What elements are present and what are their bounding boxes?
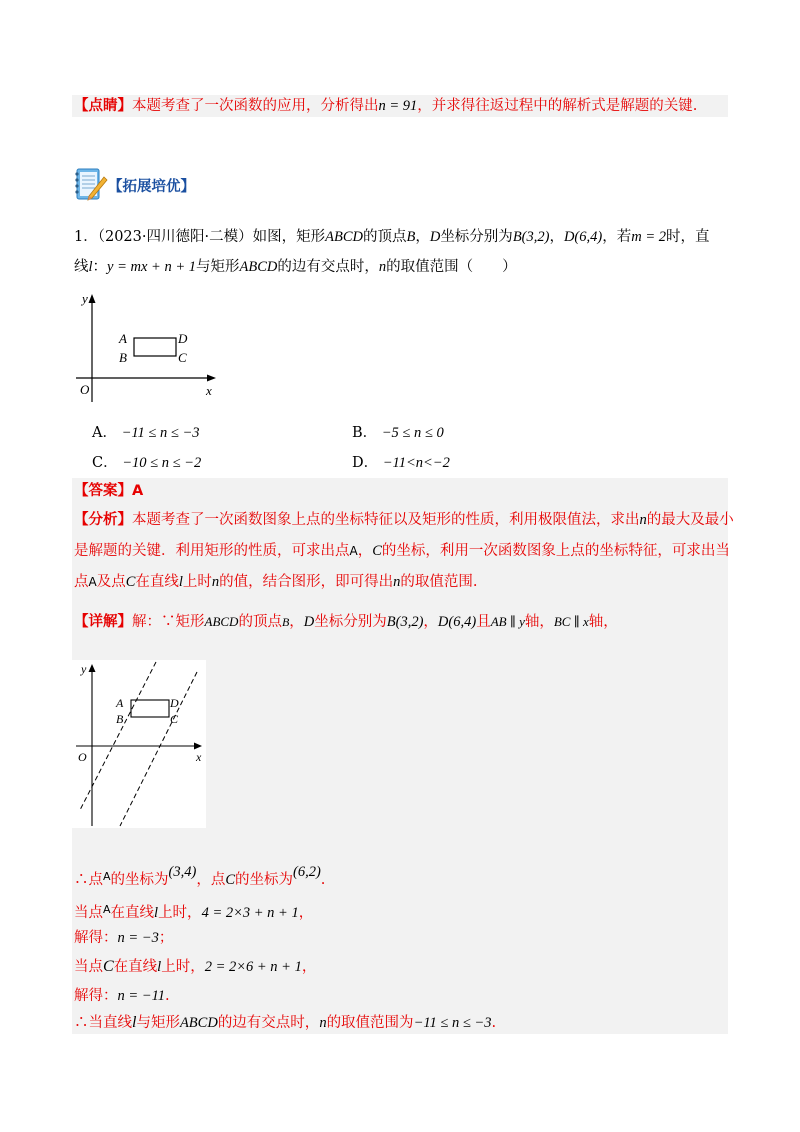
s-text: 的边有交点时， [217,1015,320,1031]
s-math: (3,4) [168,864,197,880]
q-text: ，若 [602,229,632,245]
a-math: n [393,574,401,590]
s-text: 当点 [74,959,103,975]
solution-step-6 [74,1013,496,1033]
point-c-label: C [178,350,187,365]
y-axis-label: y [81,662,87,676]
option-text: −10 ≤ n ≤ −2 [122,455,202,471]
q-math: m = 2 [631,229,666,245]
question-line-2 [74,257,517,277]
d-math: ABCD [204,614,239,629]
y-axis-label: y [82,291,88,306]
s-text: 的坐标为 [235,872,293,888]
s-text: ∴点 [74,872,103,888]
d-text: 轴， [588,614,618,630]
s-math: A [103,903,111,916]
a-math: A [88,575,97,589]
figure-solution-graph [72,660,206,828]
s-math: n [319,1015,327,1031]
q-math: D(6,4) [563,229,603,245]
solution-step-5 [74,986,170,1006]
s-text: ， [298,905,314,921]
point-a-label: A [116,696,124,710]
point-b-label: B [116,712,124,726]
analysis-line-2 [74,541,730,561]
origin-label: O [78,750,87,764]
point-a-label: A [119,331,127,346]
a-math: C [372,543,382,559]
a-text: 及点 [96,574,126,590]
q-text: 的边有交点时， [277,259,379,275]
s-math: C [103,958,114,975]
s-math: ABCD [179,1015,218,1031]
q-text: ： [92,259,108,275]
q-text: 的顶点 [362,229,407,245]
s-text: 在直线 [113,959,158,975]
analysis-line-3 [74,572,478,592]
s-math: l [157,959,162,975]
detail-line [74,612,618,632]
s-text: 解得： [74,988,118,1004]
a-text: ， [357,543,373,559]
s-text: ∴当直线 [74,1015,132,1031]
q-math: l [88,259,93,275]
s-math: A [103,870,111,883]
d-math: AB ∥ y [490,614,525,629]
q-math: B(3,2) [512,229,550,245]
d-text: 且 [476,614,491,630]
a-math: C [125,574,136,590]
d-text: ， [423,614,438,630]
q-text: 的取值范围（ ） [386,259,517,275]
d-math: B(3,2) [386,614,424,630]
q-math: B [406,229,416,245]
x-axis-label: x [206,383,212,398]
option-label: A． [92,425,117,441]
q-text: 时，直 [665,229,710,245]
detail-tag: 【详解】 [74,614,132,630]
q-math: ABCD [325,229,363,245]
s-math: −11 ≤ n ≤ −3 [413,1015,492,1031]
s-text: 在直线 [110,905,155,921]
d-text: ， [289,614,304,630]
dianjing-line [74,96,697,116]
a-text: 是解题的关键．利用矩形的性质，可求出点 [74,543,350,559]
option-b[interactable] [352,421,444,442]
solution-step-3 [74,928,173,948]
s-math: l [132,1014,137,1031]
x-axis-label: x [196,750,202,764]
q-text: 线 [74,259,89,275]
d-text: 的顶点 [238,614,282,630]
a-math: l [178,574,183,590]
s-math: 4 = 2×3 + n + 1 [201,905,299,921]
option-text: −11<n<−2 [382,455,450,471]
s-text: ， [301,959,317,975]
s-text: 当点 [74,905,103,921]
option-text: −5 ≤ n ≤ 0 [381,425,444,441]
s-text: ，点 [196,872,226,888]
question-line-1 [74,227,709,247]
dianjing-pre: 本题考查了一次函数的应用，分析得出 [132,98,379,114]
a-math: n [639,512,647,528]
a-text: 的值，结合图形，即可得出 [219,574,394,590]
option-label: D． [352,455,379,471]
a-text: 的最大及最小 [646,512,734,528]
q-math: ABCD [239,259,278,275]
s-text: 与矩形 [136,1015,180,1031]
question-number: 1． [74,229,98,245]
s-text: . [491,1015,497,1031]
option-text: −11 ≤ n ≤ −3 [121,425,200,441]
s-math: C [225,872,235,888]
q-text: 坐标分别为 [440,229,513,245]
d-math: D(6,4) [437,614,477,630]
s-math: n = −11 [117,988,165,1004]
q-text: ， [415,229,430,245]
s-text: . [320,872,326,888]
origin-label: O [80,382,90,397]
option-d[interactable] [352,451,450,472]
a-text: 本题考查了一次函数图象上点的坐标特征以及矩形的性质，利用极限值法，求出 [132,512,640,528]
analysis-tag: 【分析】 [74,512,132,528]
answer-line [74,481,143,501]
a-text: 的取值范围. [400,574,478,590]
s-math: n = −3 [117,930,159,946]
q-math: y = mx + n + 1 [107,259,196,275]
option-label: B． [352,425,378,441]
s-text: 上时， [158,905,202,921]
q-text: 如图，矩形 [252,229,326,245]
a-text: 上时 [182,574,212,590]
d-text: 坐标分别为 [314,614,387,630]
dianjing-math: n = 91 [378,98,418,114]
q-text: 与矩形 [195,259,240,275]
s-math: l [154,905,159,921]
s-math: 2 = 2×6 + n + 1 [204,959,302,975]
option-c[interactable] [92,451,201,472]
point-c-label: C [170,712,179,726]
figure-rectangle-axes [72,290,222,405]
s-text: . [165,988,170,1004]
q-math: n [378,259,387,275]
section-title: 【拓展培优】 [108,179,195,195]
option-a[interactable] [92,421,200,442]
d-math: D [303,614,315,630]
dianjing-tag: 【点睛】 [74,98,132,114]
answer-tag: 【答案】 [74,483,132,499]
s-text: ； [158,930,174,946]
solution-step-1 [74,862,325,890]
dianjing-post: ，并求得往返过程中的解析式是解题的关键. [417,98,698,114]
d-text: 解：∵矩形 [132,614,205,630]
q-math: D [429,229,441,245]
s-text: 上时， [161,959,205,975]
q-text: ， [549,229,564,245]
analysis-line-1 [74,510,734,530]
notebook-pencil-icon [74,167,108,203]
d-math: BC ∥ x [553,614,589,629]
solution-step-4 [74,957,316,977]
a-text: 点 [74,574,89,590]
s-text: 的坐标为 [110,872,169,888]
a-math: A [349,544,358,558]
a-text: 的坐标，利用一次函数图象上点的坐标特征，可求出当 [381,543,730,559]
d-text: 轴， [524,614,554,630]
point-d-label: D [178,331,188,346]
a-text: 在直线 [135,574,179,590]
d-math: B [281,615,290,629]
a-math: n [211,574,220,590]
question-source: （2023·四川德阳·二模） [97,229,253,245]
s-text: 解得： [74,930,118,946]
answer-value: A [132,483,144,499]
point-b-label: B [119,350,127,365]
option-label: C． [92,455,118,471]
s-text: 的取值范围为 [326,1015,414,1031]
point-d-label: D [170,696,179,710]
solution-step-2 [74,900,313,923]
s-math: (6,2) [293,864,321,880]
